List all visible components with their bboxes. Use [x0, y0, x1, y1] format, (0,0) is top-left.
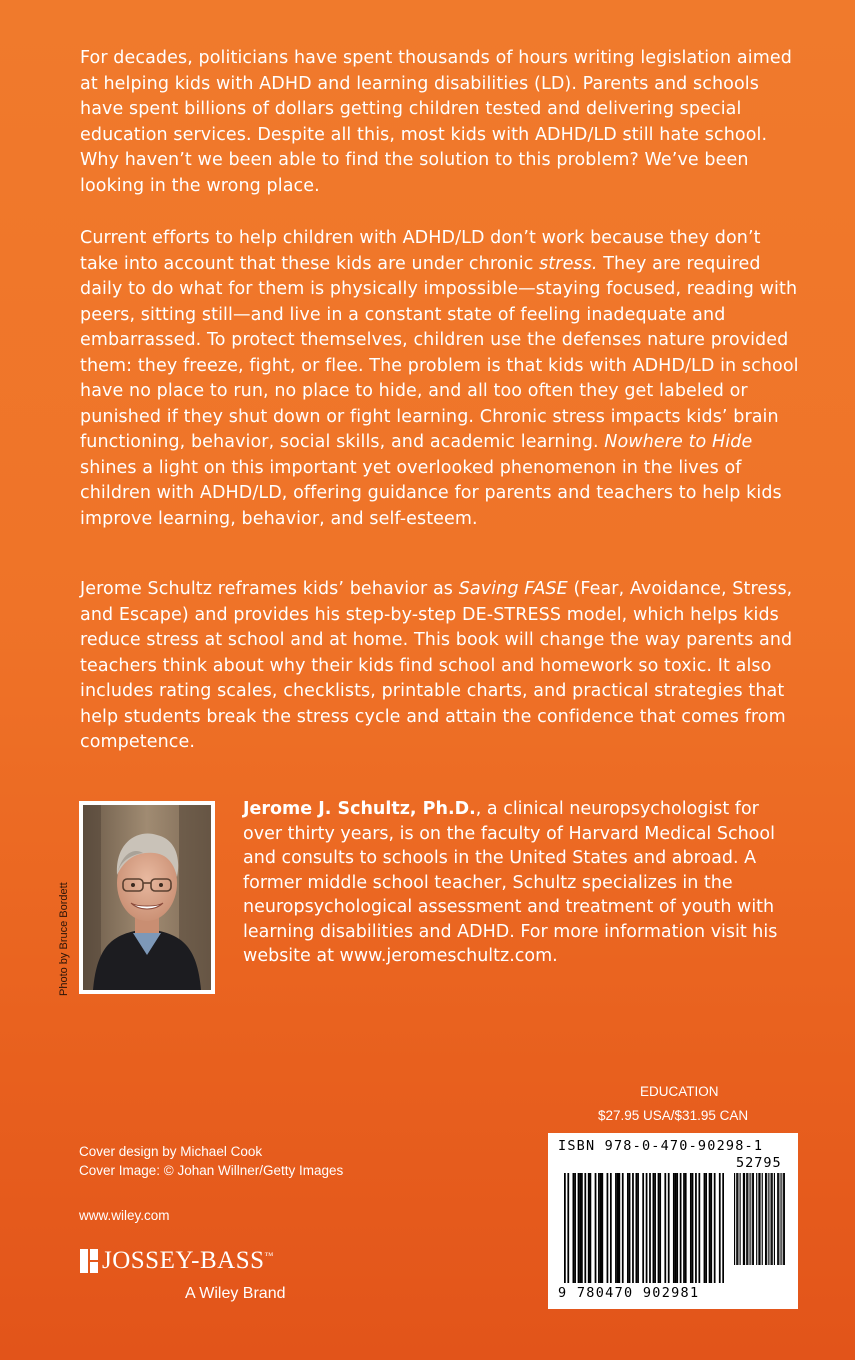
barcode-addon-bar [772, 1173, 773, 1265]
barcode-addon-bar [734, 1173, 735, 1265]
barcode-bar [653, 1173, 655, 1283]
barcode-addon-bar [752, 1173, 753, 1265]
jossey-bass-logo-icon [80, 1249, 98, 1273]
barcode-bar [610, 1173, 612, 1283]
author-name: Jerome J. Schultz, Ph.D. [243, 799, 476, 819]
cover-image-credit: Cover Image: © Johan Willner/Getty Images [79, 1163, 344, 1178]
barcode-bar [622, 1173, 624, 1283]
p2-text-b: They are required daily to do what for them is physically impossible—staying focused, reading with peers, sitting still—and live in a constant state of feeling inadequate and embarrassed. To protect themselves, children use the defenses nature provided them: they freeze, fight, or flee. The problem is that kids with ADHD/LD in school have no place to run, no place to hide, and all too often they get labeled or punished if they shut down or fight learning. Chronic stress impacts kids’ brain functioning, behavior, social skills, and academic learning. [80, 253, 799, 452]
stress-emphasis: stress. [539, 253, 598, 274]
barcode-bar [658, 1173, 660, 1283]
author-bio [243, 797, 783, 969]
barcode-bar [564, 1173, 566, 1283]
barcode-bar [632, 1173, 634, 1283]
barcode-addon-bar [758, 1173, 759, 1265]
barcode-bar [714, 1173, 716, 1283]
barcode-addon-bar [743, 1173, 744, 1265]
barcode-bar [637, 1173, 639, 1283]
barcode-bar [627, 1173, 629, 1283]
barcode-bar [692, 1173, 694, 1283]
barcode-addon-bar [771, 1173, 772, 1265]
barcode-bar [618, 1173, 620, 1283]
barcode-bar [719, 1173, 721, 1283]
barcode-bar [695, 1173, 697, 1283]
barcode-bar [635, 1173, 637, 1283]
barcode-bar [595, 1173, 597, 1283]
barcode-bar [567, 1173, 569, 1283]
p2-text-a: Current efforts to help children with ADHD/LD don’t work because they don’t take into account that these kids are under chronic [80, 228, 761, 274]
barcode-addon-bar [762, 1173, 763, 1265]
publisher-name-text: JOSSEY-BASS [102, 1247, 265, 1274]
barcode-addon-bar [778, 1173, 779, 1265]
barcode-bar [690, 1173, 692, 1283]
barcode-addon-bar [737, 1173, 738, 1265]
barcode-addon-bar [753, 1173, 754, 1265]
barcode-addon-bar [746, 1173, 747, 1265]
barcode-addon-bar [736, 1173, 737, 1265]
publisher-brand-line: A Wiley Brand [185, 1285, 286, 1302]
barcode-bar [704, 1173, 706, 1283]
barcode-main-bars [564, 1173, 724, 1283]
description-paragraph-1: For decades, politicians have spent thousands of hours writing legislation aimed at helping kids with ADHD and learning disabilities (LD). Parents and schools have spent billions of dollars getting children tested and delivering special education services. Despite all this, most kids with ADHD/LD still hate school. Why haven’t we been able to find the solution to this problem? We’ve been looking in the wrong place. [80, 48, 792, 196]
barcode-bar [573, 1173, 575, 1283]
p3-text-b: (Fear, Avoidance, Stress, and Escape) and provides his step-by-step DE-STRESS model, which helps kids reduce stress at school and at home. This book will change the way parents and teachers think about why their kids find school and homework so toxic. It also includes rating scales, checklists, printable charts, and practical strategies that help students break the stress cycle and attain the confidence that comes from competence. [80, 579, 793, 752]
author-photo [79, 801, 215, 994]
barcode-bar [722, 1173, 724, 1283]
barcode-bar [617, 1173, 619, 1283]
barcode-price-code: 52795 [736, 1155, 782, 1171]
barcode-bar [590, 1173, 592, 1283]
barcode-bar [710, 1173, 712, 1283]
barcode-bar [649, 1173, 651, 1283]
barcode-addon-bar [740, 1173, 741, 1265]
book-price: $27.95 USA/$31.95 CAN [598, 1108, 749, 1123]
p2-text-c: shines a light on this important yet overlooked phenomenon in the lives of children with ADHD/LD, offering guidance for parents and teachers to help kids improve learning, behavior, and self-esteem. [80, 457, 782, 529]
barcode-addon-bar [747, 1173, 748, 1265]
barcode-bar [646, 1173, 648, 1283]
barcode-addon-bar [759, 1173, 760, 1265]
barcode-bar [598, 1173, 600, 1283]
book-category: EDUCATION [640, 1084, 719, 1099]
book-title-emphasis: Nowhere to Hide [604, 432, 753, 452]
trademark-symbol: ™ [264, 1250, 274, 1261]
barcode-addon-bar [774, 1173, 775, 1265]
barcode-addon-bar [744, 1173, 745, 1265]
saving-fase-emphasis: Saving FASE [458, 579, 568, 599]
p3-text-a: Jerome Schultz reframes kids’ behavior as [80, 579, 459, 599]
barcode-bar [642, 1173, 644, 1283]
barcode-bar [581, 1173, 583, 1283]
barcode-bar [685, 1173, 687, 1283]
description-paragraph-3 [80, 577, 800, 756]
description-paragraph-2 [80, 226, 800, 532]
barcode-bar [629, 1173, 631, 1283]
barcode-bar [676, 1173, 678, 1283]
barcode-bar [680, 1173, 682, 1283]
barcode-addon-bar [783, 1173, 784, 1265]
barcode-bar [579, 1173, 581, 1283]
isbn-barcode [548, 1133, 798, 1309]
barcode-bar [673, 1173, 675, 1283]
barcode-addon-bar [749, 1173, 750, 1265]
photo-credit: Photo by Bruce Bordett [58, 882, 70, 996]
barcode-bar [584, 1173, 586, 1283]
barcode-addon-bars [734, 1173, 786, 1265]
author-portrait-image [83, 805, 211, 990]
barcode-bar [600, 1173, 602, 1283]
barcode-bar [615, 1173, 617, 1283]
publisher-url: www.wiley.com [79, 1208, 170, 1223]
barcode-bar [705, 1173, 707, 1283]
publisher-name [102, 1247, 274, 1275]
barcode-bar [588, 1173, 590, 1283]
publisher-logo [80, 1247, 310, 1277]
barcode-bar [668, 1173, 670, 1283]
barcode-addon-bar [777, 1173, 778, 1265]
author-bio-text: , a clinical neuropsychologist for over thirty years, is on the faculty of Harvard Medical School and consults to schools in the United States and abroad. A former middle school teacher, Schultz specializes in the neuropsychological assessment and treatment of youth with learning disabilities and ADHD. For more information visit his website at www.jeromeschultz.com. [243, 799, 778, 966]
barcode-bar [675, 1173, 677, 1283]
barcode-addon-bar [784, 1173, 785, 1265]
cover-design-credit: Cover design by Michael Cook [79, 1144, 263, 1159]
barcode-bar [607, 1173, 609, 1283]
barcode-bar [601, 1173, 603, 1283]
barcode-addon-bar [780, 1173, 781, 1265]
barcode-bar [659, 1173, 661, 1283]
barcode-addon-bar [765, 1173, 766, 1265]
barcode-bar [578, 1173, 580, 1283]
barcode-digits: 9 780470 902981 [558, 1285, 700, 1301]
barcode-bar [683, 1173, 685, 1283]
barcode-bar [664, 1173, 666, 1283]
barcode-addon-bar [756, 1173, 757, 1265]
barcode-bar [574, 1173, 576, 1283]
barcode-addon-bar [766, 1173, 767, 1265]
isbn-label: ISBN 978-0-470-90298-1 [558, 1138, 764, 1154]
barcode-addon-bar [768, 1173, 769, 1265]
barcode-bar [654, 1173, 656, 1283]
barcode-bar [709, 1173, 711, 1283]
barcode-bar [698, 1173, 700, 1283]
